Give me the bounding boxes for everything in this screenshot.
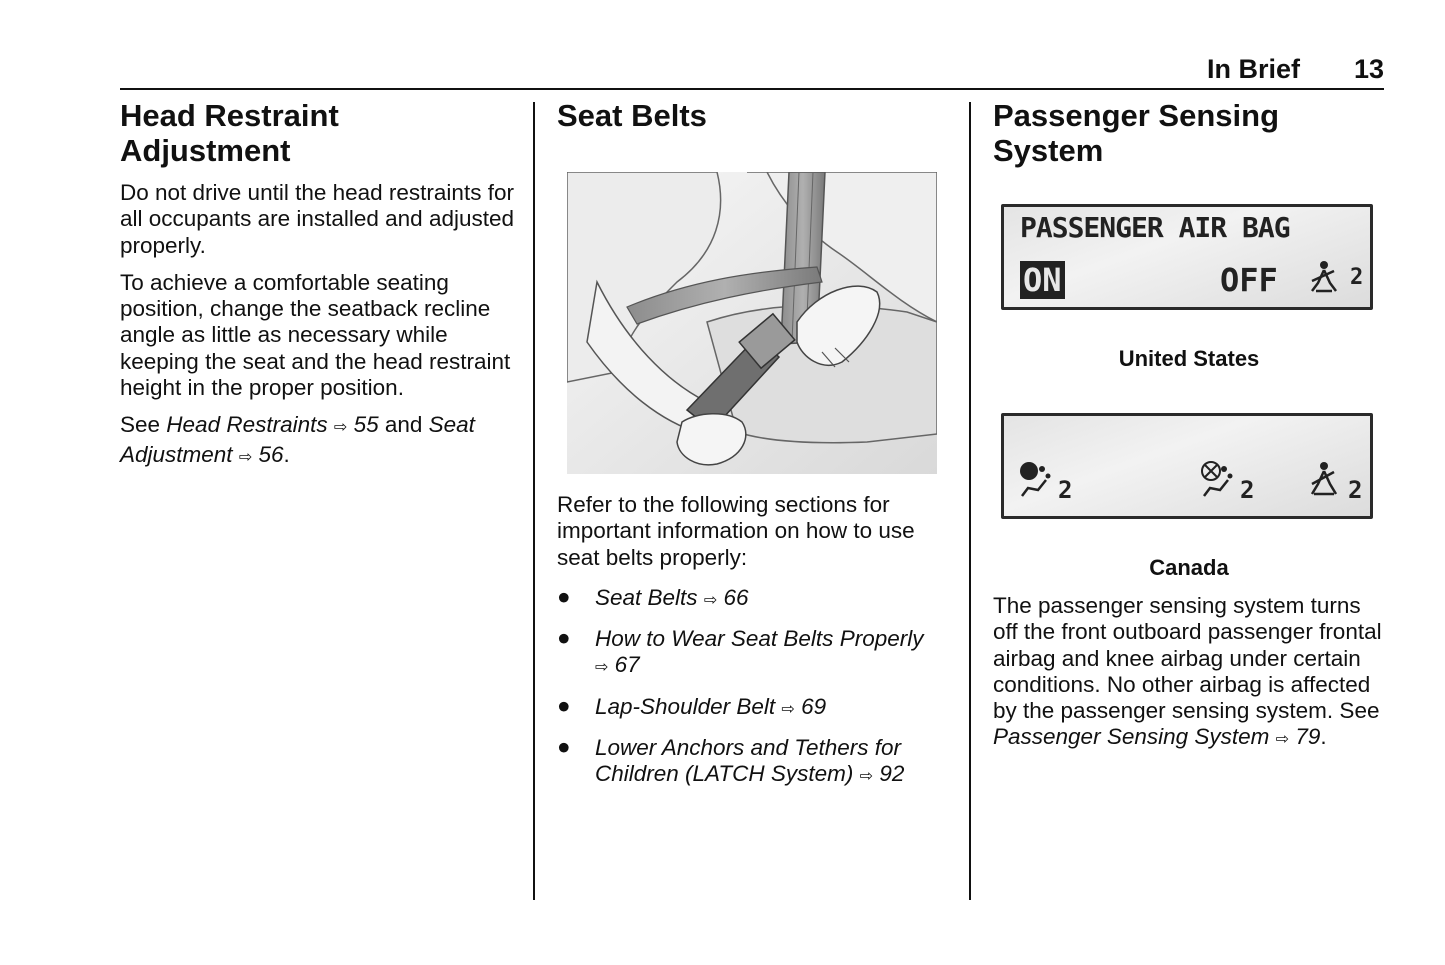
seatbelt-passenger-icon: [1308, 460, 1352, 500]
list-item[interactable]: ● Lower Anchors and Tethers for Children (LATCH System) ⇨ 92: [557, 734, 905, 787]
seat-belts-heading: Seat Belts: [557, 98, 707, 133]
caption-canada: Canada: [1149, 555, 1229, 580]
bullet-icon: ●: [557, 734, 571, 760]
link-head-restraints[interactable]: Head Restraints: [166, 412, 328, 438]
head-restraint-column: [120, 98, 520, 471]
display-label: PASSENGER AIR BAG: [1020, 211, 1290, 244]
page-header: [120, 52, 1384, 90]
passenger-sensing-heading: Passenger Sensing System: [993, 98, 1280, 168]
seat-belt-buckling-illustration: [567, 172, 937, 474]
bullet-icon: ●: [557, 625, 571, 651]
page-ref-arrow-icon: ⇨: [238, 448, 253, 466]
airbag-off-indicator: OFF: [1220, 261, 1278, 299]
head-restraint-para2: To achieve a comfortable seating position, change the seatback recline angle as little as necessary while keeping the seat and the head restraint height in the proper position.: [120, 269, 511, 401]
airbag-on-indicator: ON: [1020, 261, 1065, 299]
airbag-off-icon: [1200, 460, 1244, 500]
passenger-sensing-column: [993, 98, 1385, 750]
list-item[interactable]: ● Lap-Shoulder Belt ⇨ 69: [557, 692, 827, 719]
passenger-sensing-body: The passenger sensing system turns off the front outboard passenger frontal airbag and knee airbag under certain conditions. No other airbag is affected by the passenger sensing system. See Passenger Sensing System ⇨ 79.: [993, 593, 1382, 750]
seatbelt-passenger-icon: [1310, 259, 1354, 299]
caption-united-states: United States: [1118, 346, 1260, 371]
list-item[interactable]: ● How to Wear Seat Belts Properly ⇨ 67: [557, 625, 924, 678]
page-ref-arrow-icon: ⇨: [1275, 731, 1290, 749]
seat-belt-links: [557, 585, 957, 791]
column-divider: [969, 102, 971, 900]
column-divider: [533, 102, 535, 900]
bullet-icon: ●: [557, 692, 571, 718]
seat-belts-intro: Refer to the following sections for important information on how to use seat belts properly:: [557, 492, 915, 570]
head-restraint-see-also: See Head Restraints ⇨ 55 and Seat Adjustment ⇨ 56.: [120, 412, 475, 467]
canada-airbag-status-display: 2 2 2: [1001, 413, 1373, 519]
airbag-on-icon: [1018, 460, 1062, 500]
bullet-icon: ●: [557, 583, 571, 609]
section-title: In Brief: [1206, 54, 1300, 84]
list-item[interactable]: ● Seat Belts ⇨ 66: [557, 583, 749, 610]
seat-belts-column: [557, 98, 957, 803]
page-ref-arrow-icon: ⇨: [859, 768, 874, 786]
head-restraint-heading: Head Restraint Adjustment: [120, 98, 339, 168]
page-ref-arrow-icon: ⇨: [595, 659, 609, 677]
page-number: 13: [1353, 54, 1384, 84]
page-ref-arrow-icon: ⇨: [703, 591, 718, 609]
page-ref-arrow-icon: ⇨: [333, 419, 348, 437]
head-restraint-para1: Do not drive until the head restraints for all occupants are installed and adjusted properly.: [120, 180, 515, 258]
link-seat-adjustment[interactable]: Seat Adjustment: [120, 412, 475, 467]
link-passenger-sensing-system[interactable]: Passenger Sensing System: [993, 724, 1270, 750]
page-ref-arrow-icon: ⇨: [781, 700, 795, 718]
us-airbag-status-display: PASSENGER AIR BAG ON OFF 2: [1001, 204, 1373, 310]
